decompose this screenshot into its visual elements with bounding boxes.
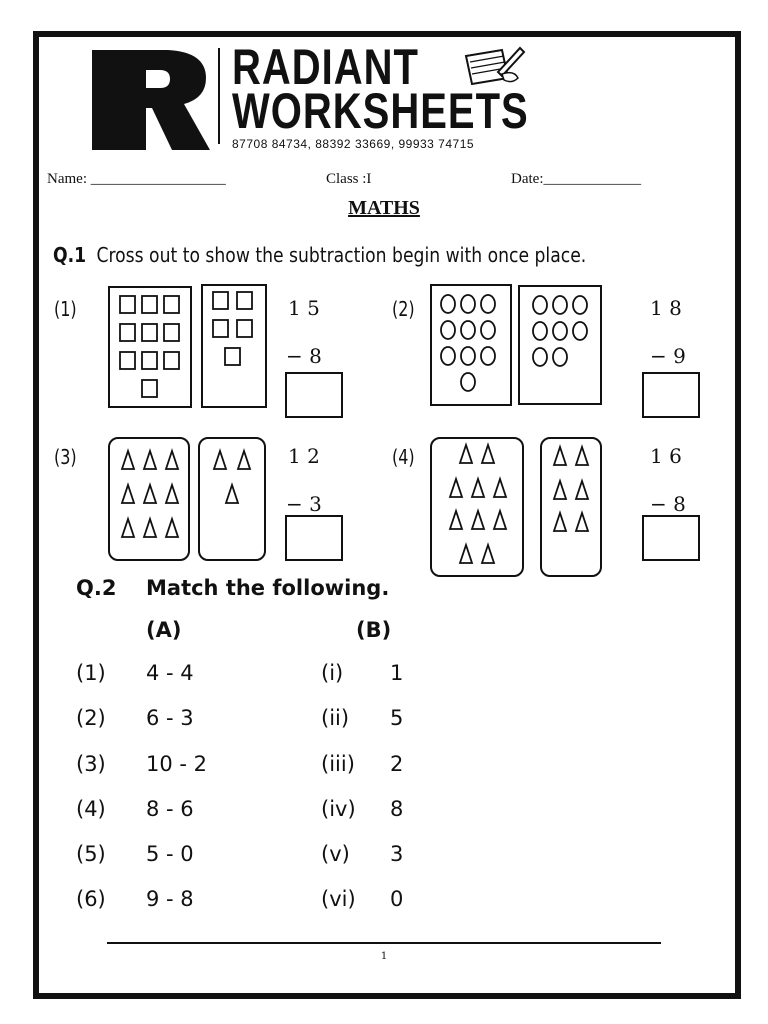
triangle-shapes <box>200 439 264 559</box>
column-b-header: (B) <box>356 618 392 642</box>
match-a-label-2: (2) <box>76 706 106 730</box>
q1-text: Cross out to show the subtraction begin with once place. <box>96 243 587 267</box>
problem-1-subtrahend: − 8 <box>286 344 322 368</box>
phone-numbers: 87708 84734, 88392 33669, 99933 74715 <box>232 137 475 151</box>
logo-r-icon <box>88 46 214 152</box>
problem-1-answer-box[interactable] <box>285 372 343 418</box>
date-field[interactable]: Date:_____________ <box>511 171 641 187</box>
match-b-label-6: (vi) <box>321 887 356 911</box>
page-number: 1 <box>380 951 388 962</box>
q2-text: Match the following. <box>146 576 390 600</box>
column-a-header: (A) <box>146 618 182 642</box>
match-a-label-6: (6) <box>76 887 106 911</box>
problem-3-left-group <box>108 437 190 561</box>
q1-number: Q.1 <box>53 243 87 267</box>
match-a-expr-3[interactable]: 10 - 2 <box>146 752 208 776</box>
match-b-label-4: (iv) <box>321 797 356 821</box>
subject-title: MATHS <box>348 197 420 219</box>
problem-3-label: (3) <box>54 445 77 469</box>
problem-2-label: (2) <box>392 297 415 321</box>
name-field[interactable]: Name: __________________ <box>47 171 226 187</box>
class-label: Class :I <box>326 171 372 187</box>
triangle-shapes <box>110 439 188 559</box>
problem-1-minuend: 1 5 <box>288 296 320 320</box>
writing-notebook-icon <box>462 44 526 88</box>
problem-4-answer-box[interactable] <box>642 515 700 561</box>
match-b-label-5: (v) <box>321 842 350 866</box>
problem-4-minuend: 1 6 <box>650 444 682 468</box>
match-a-expr-6[interactable]: 9 - 8 <box>146 887 194 911</box>
problem-1-label: (1) <box>54 297 77 321</box>
square-shapes <box>203 286 265 406</box>
triangle-shapes <box>432 439 522 575</box>
problem-4-subtrahend: − 8 <box>650 492 686 516</box>
match-b-label-1: (i) <box>321 661 344 685</box>
problem-3-right-group <box>198 437 266 561</box>
match-b-value-3[interactable]: 2 <box>390 752 404 776</box>
q1-heading <box>53 243 586 267</box>
match-a-label-3: (3) <box>76 752 106 776</box>
problem-3-answer-box[interactable] <box>285 515 343 561</box>
problem-2-left-group <box>430 284 512 406</box>
circle-shapes <box>520 287 600 403</box>
brand-line-1: RADIANT <box>232 40 419 95</box>
match-b-value-4[interactable]: 8 <box>390 797 404 821</box>
match-b-label-3: (iii) <box>321 752 355 776</box>
match-a-label-4: (4) <box>76 797 106 821</box>
match-a-expr-5[interactable]: 5 - 0 <box>146 842 194 866</box>
circle-shapes <box>432 286 510 404</box>
match-a-expr-1[interactable]: 4 - 4 <box>146 661 194 685</box>
square-shapes <box>110 288 190 406</box>
match-a-label-5: (5) <box>76 842 106 866</box>
problem-4-left-group <box>430 437 524 577</box>
match-b-label-2: (ii) <box>321 706 350 730</box>
match-b-value-6[interactable]: 0 <box>390 887 404 911</box>
logo-divider <box>218 48 220 144</box>
match-b-value-5[interactable]: 3 <box>390 842 404 866</box>
problem-2-right-group <box>518 285 602 405</box>
problem-1-right-group <box>201 284 267 408</box>
problem-2-minuend: 1 8 <box>650 296 682 320</box>
problem-4-label: (4) <box>392 445 415 469</box>
match-a-label-1: (1) <box>76 661 106 685</box>
match-b-value-1[interactable]: 1 <box>390 661 404 685</box>
problem-3-subtrahend: − 3 <box>286 492 322 516</box>
problem-4-right-group <box>540 437 602 577</box>
brand-line-2: WORKSHEETS <box>232 84 529 139</box>
match-b-value-2[interactable]: 5 <box>390 706 404 730</box>
problem-2-subtrahend: − 9 <box>650 344 686 368</box>
problem-2-answer-box[interactable] <box>642 372 700 418</box>
triangle-shapes <box>542 439 600 575</box>
match-a-expr-2[interactable]: 6 - 3 <box>146 706 194 730</box>
problem-3-minuend: 1 2 <box>288 444 320 468</box>
q2-number: Q.2 <box>76 576 117 600</box>
footer-divider <box>107 942 661 944</box>
match-a-expr-4[interactable]: 8 - 6 <box>146 797 194 821</box>
problem-1-left-group <box>108 286 192 408</box>
